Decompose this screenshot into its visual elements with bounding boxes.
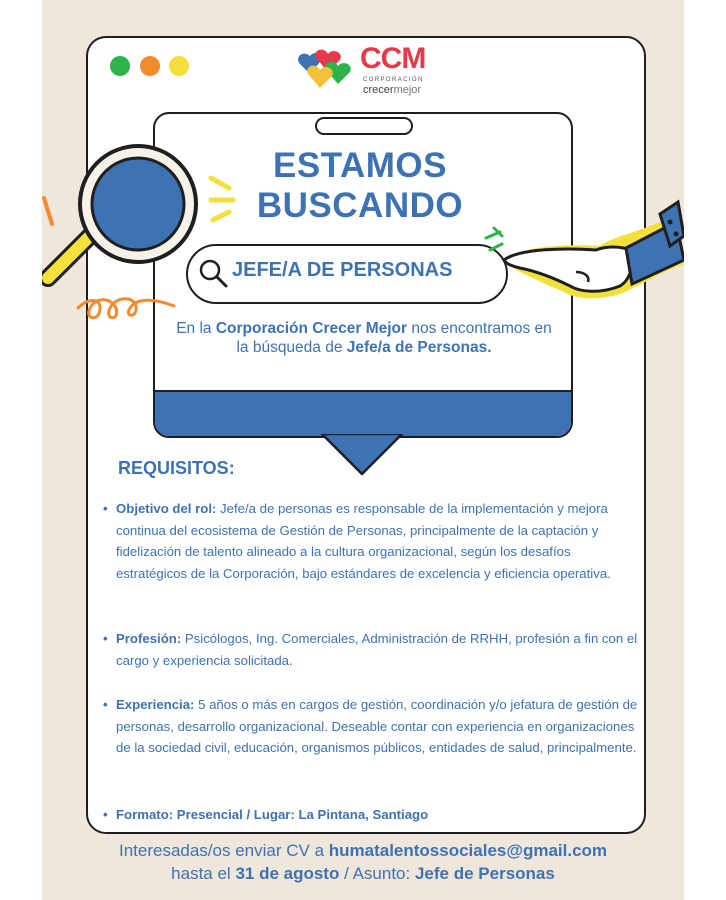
window-dot-green [110,56,130,76]
pointing-hand-icon [480,176,684,306]
logo-wordmark: CCM [360,42,426,75]
squiggle-decoration [74,292,178,332]
footer-contact: Interesadas/os enviar CV a humatalentossociales@gmail.com hasta el 31 de agosto / Asunto: Jefe de Personas [118,841,608,883]
ccm-logo-icon [292,44,356,94]
speech-pointer [320,434,404,478]
sparkle-lines [205,172,241,226]
magnifier-icon [42,140,202,310]
contact-email[interactable]: humatalentossociales@gmail.com [328,841,608,860]
card-band [155,390,571,436]
orange-accent [42,196,56,226]
search-value: JEFE/A DE PERSONAS [232,259,453,281]
requirements-title: REQUISITOS: [118,458,235,478]
logo-subtitle: CORPORACIÓN [363,77,424,83]
requirement-objective: • Objetivo del rol: Jefe/a de personas es responsable de la implementación y mejora continua del ecosistema de Gestión de Personas, principalmente de la captación y fidelización de talento alineado a la cultura organizacional, según los desafíos estratégicos de la Corporación, bajo estándares de excelencia y eficiencia operativa. [103,501,611,581]
page-title: ESTAMOS BUSCANDO [256,146,464,225]
logo-name: crecermejor [363,84,422,96]
window-dot-yellow [169,56,189,76]
email-subject: Jefe de Personas [414,864,555,883]
deadline-date: 31 de agosto [235,864,340,883]
requirement-experience: • Experiencia: 5 años o más en cargos de gestión, coordinación y/o jefatura de gestión de personas, desarrollo organizacional. Deseable contar con experiencia en organizaciones de la sociedad civil, educación, organismos públicos, entidades de salud, principalmente. [103,697,638,755]
intro-text: En la Corporación Crecer Mejor nos encontramos en la búsqueda de Jefe/a de Personas. [176,320,552,356]
requirement-profession: • Profesión: Psicólogos, Ing. Comerciales, Administración de RRHH, profesión a fin con el cargo y experiencia solicitada. [103,631,638,668]
window-dot-orange [140,56,160,76]
requirement-format: • Formato: Presencial / Lugar: La Pintana, Santiago [103,807,429,822]
card-slot [315,117,413,135]
